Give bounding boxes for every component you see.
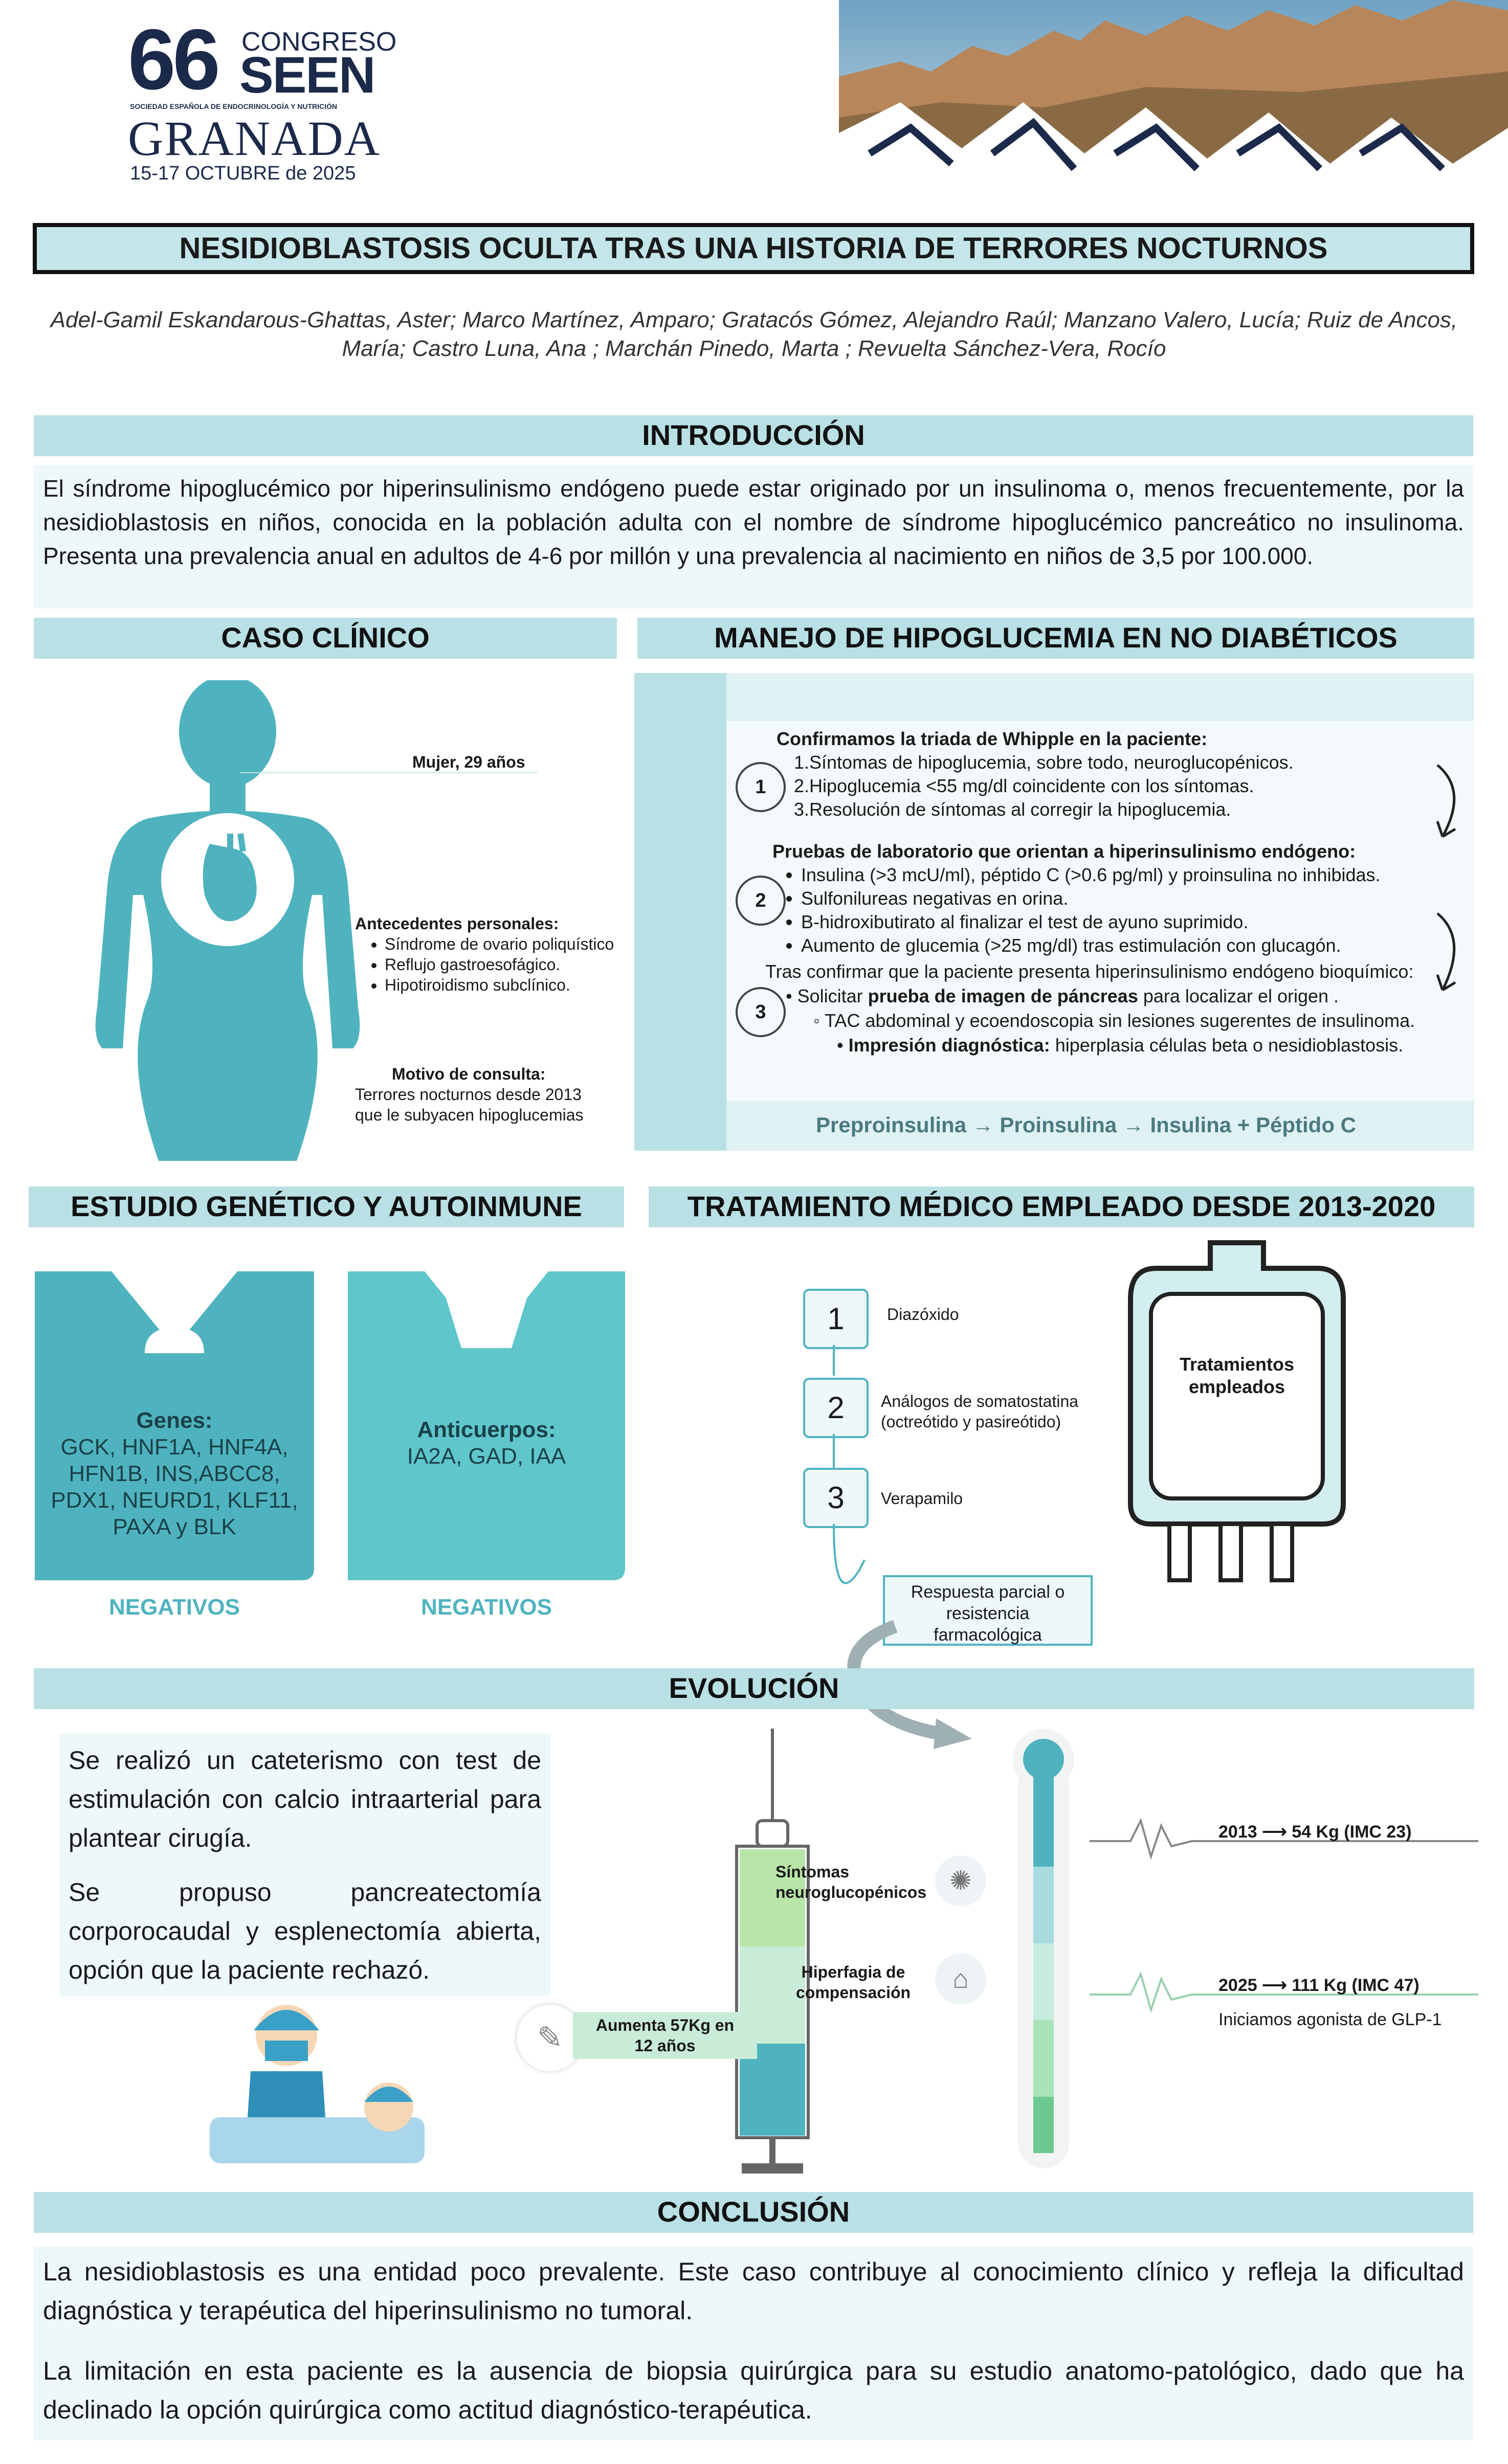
thermometer-small-icon: ✎ [517,2005,583,2071]
antecedente-item: • Reflujo gastroesofágico. [385,954,614,975]
step-3-diagnosis: • Impresión diagnóstica: hiperplasia células beta o nesidioblastosis. [837,1035,1404,1056]
antibodies-list: IA2A, GAD, IAA [407,1444,566,1469]
step-2-badge: 2 [736,876,786,926]
step-1-item: 3.Resolución de síntomas al corregir la hipoglucemia. [794,799,1231,820]
genes-result: NEGATIVOS [109,1595,240,1620]
iv-bag-icon [1123,1238,1350,1596]
female-silhouette [56,680,363,1161]
congress-logo [128,11,404,184]
treatment-step-2-label: Análogos de somatostatina (octreótido y pasireótido) [881,1392,1079,1431]
weight-2013: 2013 ⟶ 54 Kg (IMC 23) [1218,1822,1412,1842]
genes-line: HFN1B, INS,ABCC8, [69,1461,280,1486]
step-1-title: Confirmamos la triada de Whipple en la paciente: [777,728,1208,749]
logo-society: SOCIEDAD ESPAÑOLA DE ENDOCRINOLOGÍA Y NUTRICIÓN [130,102,337,110]
syringe-label-2: Hiperfagia de compensación [796,1963,911,2002]
evolucion-text [59,1734,550,1997]
manejo-heading: MANEJO DE HIPOGLUCEMIA EN NO DIABÉTICOS [637,618,1474,659]
treatment-step-3-label: Verapamilo [881,1489,963,1508]
treatment-step-1-box: 1 [803,1289,869,1349]
motivo-title: Motivo de consulta: [392,1065,546,1083]
genes-line: GCK, HNF1A, HNF4A, [60,1435,289,1460]
conclusion-p2: La limitación en esta paciente es la ausencia de biopsia quirúrgica para su estudio anatomo-patológico, dado que ha declinado la opción quirúrgica como actitud diagnóstico-terapéutica. [43,2357,1464,2424]
treatment-step-1-label: Diazóxido [887,1305,959,1324]
authors [0,306,1508,363]
step-2-item: • Sulfonilureas negativas en orina. [801,887,1458,910]
caso-heading: CASO CLÍNICO [34,618,617,659]
logo-number: 66 [128,11,217,107]
curved-arrow-icon [1432,760,1473,1000]
syringe-icon [721,1729,824,2179]
logo-congreso: CONGRESO [241,27,397,57]
antecedente-item: • Síndrome de ovario poliquístico [385,934,614,954]
step-3-intro: Tras confirmar que la paciente presenta hiperinsulinismo endógeno bioquímico: [765,961,1414,982]
antibodies-title: Anticuerpos: [417,1417,556,1442]
intro-heading: INTRODUCCIÓN [34,415,1473,456]
manejo-panel [634,673,1474,1151]
authors-line-2: María; Castro Luna, Ana ; Marchán Pinedo, Marta ; Revuelta Sánchez-Vera, Rocío [342,336,1166,361]
genes-line: PAXA y BLK [113,1514,236,1539]
granada-header-illustration [839,0,1508,189]
motivo-block [355,1064,584,1125]
step-1-item: 2.Hipoglucemia <55 mg/dl coincidente con los síntomas. [794,775,1254,796]
patient-label: Mujer, 29 años [412,753,525,771]
genes-title: Genes: [136,1408,213,1433]
step-3-badge: 3 [736,987,786,1037]
surgery-illustration [205,1995,430,2168]
step-1-text [777,727,1442,821]
poster-title [33,223,1474,274]
genes-text [35,1407,314,1540]
manejo-side-band [634,673,726,1151]
food-icon: ⌂ [935,1954,986,2005]
insulin-pathway: Preproinsulina → Proinsulina → Insulina + Péptido C [816,1113,1356,1137]
response-box: Respuesta parcial o resistencia farmacológica [883,1575,1093,1646]
step-2-item: • Aumento de glucemia (>25 mg/dl) tras estimulación con glucagón. [801,934,1458,957]
thermometer-icon [997,1729,1090,2179]
evolucion-heading: EVOLUCIÓN [34,1668,1474,1709]
logo-city: GRANADA [128,111,381,166]
step-3-imaging: • Solicitar prueba de imagen de páncreas para localizar el origen . [786,985,1339,1006]
motivo-line-2: que le subyacen hipoglucemias [355,1106,584,1124]
antecedentes-block [355,913,614,995]
step-2-text [772,840,1458,957]
weight-gain-label: Aumenta 57Kg en 12 años [573,2012,757,2059]
step-2-list [772,863,1458,957]
antibodies-text [348,1417,625,1470]
authors-line-1: Adel-Gamil Eskandarous-Ghattas, Aster; Marco Martínez, Amparo; Gratacós Gómez, Alejandro Raúl; Manzano Valero, Lucía; Ruiz de Ancos, [50,307,1458,332]
motivo-line-1: Terrores nocturnos desde 2013 [355,1085,582,1104]
step-1-badge: 1 [736,762,786,812]
antecedente-item: • Hipotiroidismo subclínico. [385,975,614,995]
antecedentes-list [355,934,614,995]
step-2-item: • B-hidroxibutirato al finalizar el test de ayuno suprimido. [801,910,1458,934]
step-1-item: 1.Síntomas de hipoglucemia, sobre todo, neuroglucopénicos. [794,752,1294,773]
step-3-text [765,959,1461,1058]
step-2-title: Pruebas de laboratorio que orientan a hiperinsulinismo endógeno: [772,841,1356,862]
genes-line: PDX1, NEURD1, KLF11, [51,1488,298,1513]
glp1-note: Iniciamos agonista de GLP-1 [1218,2010,1442,2029]
conclusion-text [34,2246,1473,2440]
logo-dates: 15-17 OCTUBRE de 2025 [130,163,356,184]
virus-icon: ✺ [935,1855,986,1907]
logo-seen: SEEN [239,47,375,104]
evolucion-p2: Se propuso pancreatectomía corporocaudal y esplenectomía abierta, opción que la paciente rechazó. [69,1878,541,1984]
antecedentes-title: Antecedentes personales: [355,914,559,933]
tratamiento-heading: TRATAMIENTO MÉDICO EMPLEADO DESDE 2013-2020 [649,1186,1474,1227]
antibodies-result: NEGATIVOS [421,1595,552,1620]
step-2-item: • Insulina (>3 mcU/ml), péptido C (>0.6 pg/ml) y proinsulina no inhibidas. [801,863,1458,887]
intro-text: El síndrome hipoglucémico por hiperinsulinismo endógeno puede estar originado por un insulinoma o, menos frecuentemente, por la nesidioblastosis en niños, conocida en la población adulta con el nombre de síndrome hipoglucémico pancreático no insulinoma. Presenta una prevalencia anual en adultos de 4-6 por millón y una prevalencia al nacimiento en niños de 3,5 por 100.000. [34,465,1473,609]
iv-bag-label: Tratamientos empleados [1179,1354,1295,1397]
genetico-heading: ESTUDIO GENÉTICO Y AUTOINMUNE [29,1186,624,1227]
conclusion-p1: La nesidioblastosis es una entidad poco prevalente. Este caso contribuye al conocimiento clínico y refleja la dificultad diagnóstica y terapéutica del hiperinsulinismo no tumoral. [43,2257,1464,2325]
poster-title-text: NESIDIOBLASTOSIS OCULTA TRAS UNA HISTORIA DE TERRORES NOCTURNOS [179,232,1328,265]
treatment-step-2-box: 2 [803,1378,869,1438]
patient-line [240,772,537,773]
weight-2025: 2025 ⟶ 111 Kg (IMC 47) [1218,1976,1420,1995]
treatment-step-3-box: 3 [803,1468,869,1528]
evolucion-p1: Se realizó un cateterismo con test de estimulación con calcio intraarterial para plantear cirugía. [69,1746,541,1852]
conclusion-heading: CONCLUSIÓN [34,2192,1473,2233]
step-3-tac: ◦ TAC abdominal y ecoendoscopia sin lesiones sugerentes de insulinoma. [813,1010,1415,1031]
syringe-label-1: Síntomas neuroglucopénicos [775,1863,927,1901]
manejo-top-band [726,673,1474,721]
